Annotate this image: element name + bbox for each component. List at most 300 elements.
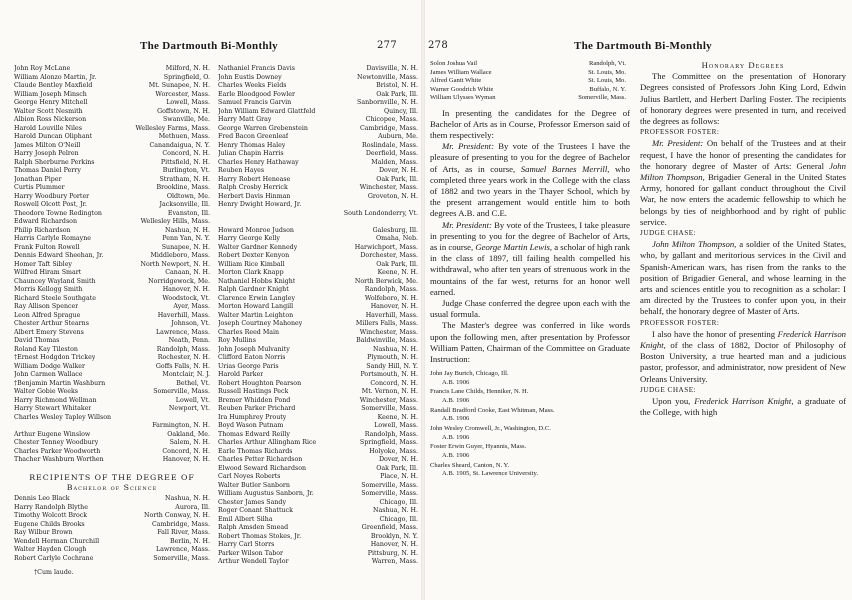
list-item-place: Mt. Sunapee, N. H. [148,82,210,89]
list-item-name: Harry Stewart Whitaker [14,405,92,412]
masters-list [430,370,630,478]
masters-name: Francis Lane Childs, Henniker, N. H. [430,388,529,396]
list-item [218,363,418,372]
para-thompson-present [640,138,846,228]
list-item [218,252,418,261]
list-item-name: Curtis Plummer [14,184,65,191]
list-item [14,235,210,244]
spacer [14,465,210,474]
list-item-name: Walter Butler Sanborn [218,481,290,489]
list-item-place: Canandaigua, N. Y. [149,141,210,149]
list-item [218,320,418,329]
list-item-name: Ralph Gardner Knight [218,286,289,293]
list-item-place: Winchester, Mass. [359,396,418,404]
list-item [218,388,418,397]
list-item-place: Montclair, N. J. [162,371,210,378]
list-item-name: Charles Petter Richardson [218,456,303,463]
list-item [218,108,418,117]
list-item-place: Wellesley Hills, Mass. [140,218,210,225]
list-item [430,60,626,69]
list-item [14,439,210,448]
list-item-name: Morton Howard Langill [218,303,294,310]
list-item-name: Harry Matt Gray [218,116,272,123]
hon4-b: , a graduate of the College, with high [640,396,846,418]
para-knight-confer [640,396,846,418]
list-item-place: Newport, Vt. [168,405,210,412]
list-item-place: Groveton, N. H. [367,192,418,200]
list-item-name: John Joseph Mulvanity [218,345,290,353]
list-item [218,329,418,338]
list-item-name: James William Wallace [430,68,492,76]
list-item-name: Clifford Eaton Norris [218,354,286,361]
list-item [14,286,210,295]
list-item-place: Buffalo, N. Y. [589,85,626,93]
list-item-place: Rochester, N. H. [157,354,210,361]
para-knight-present [640,329,846,385]
list-item-name: Wendell Herman Churchill [14,537,100,545]
list-item-name: John Carmen Wallace [14,371,83,378]
list-item-name: Reuben Parker Prichard [218,405,296,412]
list-item [14,422,210,431]
list-item [430,94,626,103]
list-item-place: Quincy, Ill. [383,107,418,115]
list-item-place: Cambridge, Mass. [151,520,210,528]
list-item-place: Nashua, N. H. [165,226,210,234]
list-item-name: Ralph Sherburne Perkins [14,158,95,166]
list-item-place: Lowell, Mass. [374,422,418,429]
list-item [218,303,418,312]
list-item-place: Nashua, N. H. [373,507,418,514]
list-item-place: Cambridge, Mass. [359,124,418,132]
list-item-place: Sandy Hill, N. Y. [366,362,418,370]
list-item-name: Ira Humphrey Prouty [218,413,287,421]
list-item-place: Harwichport, Mass. [354,243,418,251]
list-item [218,82,418,91]
list-item [14,397,210,406]
list-item-place: Pittsburg, N. H. [367,549,418,557]
list-item [14,150,210,159]
list-item-place: Place, N. H. [380,473,418,480]
list-item-place: Warren, Mass. [371,558,418,565]
list-item-name: Herbert Davis Hinman [218,192,291,200]
list-item [218,541,418,550]
list-item-place: Dorchester, Mass. [360,252,418,259]
list-item-place: Omaha, Neb. [376,235,418,242]
list-item-place: Pittsfield, N. H. [160,158,210,166]
list-item [14,337,210,346]
list-item [218,269,418,278]
list-item-name: Chauncey Wayland Smith [14,277,96,285]
list-item-name: Harry George Kelly [218,235,280,242]
list-item-name: Walter Scott Nesmith [14,107,83,115]
list-item [218,448,418,457]
list-item [218,346,418,355]
list-item-place: Hanover, N. H. [162,456,210,463]
list-item-place: Concord, N. H. [370,379,418,387]
list-item-name: Morris Kellogg Smith [14,286,83,293]
list-item-name: William Ulysses Wyman [430,94,496,101]
list-item [14,269,210,278]
list-item-place: Oak Park, Ill. [376,90,418,98]
list-item-name: Chester Arthur Stearns [14,320,89,327]
right-column-1 [430,60,630,480]
list-item [218,99,418,108]
list-item [14,244,210,253]
graduate-list-continued [430,60,626,103]
list-item-place: Burlington, Vt. [162,167,210,174]
list-item-name: Thacher Washburn Worthen [14,456,104,463]
left-column-1 [14,65,210,578]
list-item-name: Walter Gobie Weeks [14,388,79,395]
list-item [218,184,418,193]
list-item-name: Urias George Paris [218,362,279,370]
list-item [218,439,418,448]
masters-prior-degree: A.B. 1906 [442,396,470,404]
list-item-name: Harry Carl Storrs [218,541,275,548]
list-item [218,142,418,151]
masters-name: Charles Sheard, Canton, N. Y. [430,461,510,469]
list-item [218,490,418,499]
list-item-name: Albert Emery Stevens [14,328,84,336]
list-item-name: Nathaniel Hobbs Knight [218,277,296,285]
list-item [14,184,210,193]
list-item-name: Thomas Edward Reilly [218,430,290,438]
list-item [218,244,418,253]
list-item [430,86,626,95]
list-item-name: †Ernest Hodgdon Trickey [14,354,96,361]
list-item [218,533,418,542]
list-item-place: Chicopee, Mass. [365,116,418,123]
list-item [218,380,418,389]
list-item [218,405,418,414]
list-item-name: Wilfred Hiram Smart [14,269,82,276]
list-item-name: Chester James Sandy [218,498,287,506]
list-item-place: Somerville, Mass. [153,554,210,562]
list-item-continuation [218,210,418,219]
list-item [218,473,418,482]
list-item-name: Parker Wilson Tabor [218,549,284,557]
masters-name: Foster Erwin Guyer, Hyannis, Mass. [430,443,527,451]
list-item-name: Samuel Francis Garvin [218,99,292,106]
list-item-name: Philip Richardson [14,226,71,234]
list-item-name: William Rice Kimball [218,260,285,268]
left-running-head [140,40,278,52]
list-item-name: Russell Hastings Peck [218,388,289,395]
list-item-place: North Newport, N. H. [140,260,210,268]
list-item [14,218,210,227]
list-item [14,555,210,564]
list-item-name: †Benjamin Martin Washburn [14,379,106,387]
right-header-title: The Dartmouth Bi-Monthly [574,40,712,52]
para-candidates: In presenting the candidates for the Degree of Bachelor of Arts as in Course, Professor Emerson said of them respectively: [430,107,630,140]
list-item-name: Arthur Eugene Winslow [14,430,91,438]
list-item-name: Howard Monroe Judson [218,226,294,234]
list-item-name: Warner Goodrich White [430,85,494,93]
masters-prior-degree: A.B. 1906 [442,415,470,423]
list-item [218,414,418,423]
masters-entry [430,370,630,387]
list-item-place: Milford, N. H. [165,65,210,72]
list-item-name: William Dodge Walker [14,362,86,370]
list-item-place: Randolph, Mass. [364,286,418,293]
list-item-place: Wellesley Farms, Mass. [135,124,210,132]
list-item-name: Chester Tenney Woodbury [14,439,99,446]
list-item-place: Hanover, N. H. [162,286,210,293]
list-item-name: Earle Thomas Richards [218,447,293,455]
list-item-name: John Eustis Downey [218,73,282,81]
list-item [14,252,210,261]
list-item-name: Fred Bacon Greenleaf [218,133,289,140]
para-merrill-b: , who completed three years work in the College with the class of 1882 and two years in the Thayer School, which by the present arrangement would entitle him to both degrees A.B. and C.E. [430,163,630,219]
list-item [218,371,418,380]
list-item [218,397,418,406]
list-item-name: Theodore Towne Redington [14,209,102,217]
list-item-name: Thomas Daniel Perry [14,167,81,174]
list-item-place: Chicago, Ill. [379,515,418,523]
list-item-place: Winchester, Mass. [359,184,418,191]
list-item [14,512,210,521]
list-item-name: Charles Reed Main [218,328,280,336]
knight-name-2: Frederick Harrison Knight [694,396,792,407]
left-column-2 [218,65,418,567]
professor-foster-label: PROFESSOR FOSTER: [640,128,720,137]
left-page [0,0,420,600]
list-item-place: Evanston, Ill. [167,209,210,217]
list-item-place: Keene, N. H. [377,269,418,276]
list-item [14,363,210,372]
list-item-name: William Alonzo Martin, Jr. [14,73,97,81]
list-item-name: Charles Henry Hathaway [218,158,299,166]
list-item-name: Clarence Erwin Langley [218,294,296,302]
list-item-place: Chicago, Ill. [379,498,418,506]
list-item [218,227,418,236]
list-item [14,405,210,414]
list-item-place: Jacksonville, Ill. [159,201,210,208]
list-item [14,380,210,389]
list-item [218,116,418,125]
list-item [14,521,210,530]
list-item-place: North Conway, N. H. [143,512,210,519]
list-item [218,422,418,431]
list-item-name: James Milton O'Neill [14,141,81,149]
list-item-place: Goffs Falls, N. H. [155,362,210,370]
list-item [218,550,418,559]
list-item-name: Reuben Hayes [218,167,265,174]
list-item-place: Dover, N. H. [378,456,418,463]
list-item-name: Henry Thomas Haley [218,141,286,149]
list-item [218,167,418,176]
masters-name: Randall Bradford Cooke, East Whitman, Mass. [430,406,555,414]
list-item-name: Morton Clark Knapp [218,269,284,276]
list-item-name: Harold Duncan Oliphant [14,133,93,140]
list-item-name: Ray Wilbur Brown [14,529,73,536]
list-item [14,504,210,513]
list-item-place: Lawrence, Mass. [155,546,210,553]
list-item-name: Harry Joseph Pelren [14,150,79,157]
mr-president-label: Mr. President: [442,141,494,152]
honorary-degrees-heading: Honorary Degrees [701,60,785,70]
list-item [14,125,210,134]
list-item [218,235,418,244]
bs-heading-line1: RECIPIENTS OF THE DEGREE OF [29,473,195,482]
list-item [218,125,418,134]
list-item-name: Walter Gardner Kennedy [218,243,298,251]
list-item [218,295,418,304]
list-item-place: Lowell, Mass. [166,99,210,106]
list-item [218,261,418,270]
list-item [14,210,210,219]
masters-entry [430,425,630,442]
list-item [218,278,418,287]
list-item-place: Johnson, Vt. [171,320,210,327]
hon1-b: , Brigadier General in the United States Army, honored for gallant conduct throughout the Civil War, he now enters the academic fellowship to which he belongs by ties of neighborhood and by right of public service. [640,172,846,227]
para-merrill [430,141,630,219]
right-page-number: 278 [428,40,448,51]
list-item-name: Jonathan Piper [14,175,62,183]
list-item-place: Greenfield, Mass. [361,524,418,531]
list-item-name: Harry Robert Henease [218,175,291,183]
list-item [14,295,210,304]
list-item [218,312,418,321]
list-item [14,193,210,202]
list-item-place: Portsmouth, N. H. [360,371,418,378]
masters-entry [430,388,630,405]
masters-name: John Jay Burtch, Chicago, Ill. [430,370,509,378]
list-item-name: Boyd Wason Putnam [218,422,284,429]
list-item-place: Dover, N. H. [378,167,418,174]
masters-prior-degree: A.B. 1906 [442,433,470,441]
list-item [14,495,210,504]
list-item-place: Haverhill, Mass. [157,311,210,319]
list-item-name: Albion Ross Nickerson [14,116,87,123]
list-item-place: Auburn, Me. [378,133,418,140]
list-item [218,482,418,491]
list-item [218,286,418,295]
list-item-place: Bethel, Vt. [176,379,210,387]
list-item-place: Holyoke, Mass. [369,447,418,455]
lewis-name: George Martin Lewis [475,241,550,252]
list-item-name: Robert Dexter Kenyon [218,252,290,259]
list-item-place: Aurora, Ill. [175,503,210,511]
list-item-name: Walter Martin Leighton [218,311,294,319]
list-item-name: Robert Thomas Stokes, Jr. [218,532,302,540]
list-item [14,142,210,151]
list-item [14,371,210,380]
list-item [14,431,210,440]
list-item [218,159,418,168]
list-item-place: Oakland, Me. [167,430,210,438]
list-item-place: Malden, Mass. [371,158,418,166]
list-item-name: Claude Bentley Maxfield [14,82,93,89]
list-item-name: Edward Richardson [14,218,78,225]
list-item [14,448,210,457]
list-item-name: Timothy Wolcott Brock [14,512,88,519]
list-item [218,65,418,74]
list-item [14,91,210,100]
list-item-name: Nathaniel Francis Davis [218,65,295,72]
list-item [14,414,210,423]
list-item-place: Baldwinville, Mass. [356,337,418,344]
list-item-place: Goffstown, N. H. [157,107,210,115]
list-item [430,69,626,78]
list-item-place: Oak Park, Ill. [376,464,418,472]
list-item-place: Somerville, Mass. [578,94,626,101]
thompson-name: John Milton Thompson [640,160,846,183]
list-item-name: Harry Richmond Wellman [14,396,97,404]
list-item-name: Charles Arthur Allingham Rice [218,439,317,446]
list-item-name: Robert Houghton Pearson [218,379,302,387]
list-item-place: Newtonville, Mass. [357,73,418,81]
list-item [218,150,418,159]
list-item [218,465,418,474]
list-item-name: David Thomas [14,337,60,344]
list-item-name: Leon Alfred Sprague [14,311,81,319]
masters-prior-degree: A.B. 1906 [442,378,470,386]
mr-president-label-2: Mr. President: [442,219,492,230]
knight-name: Frederick Harrison Knight [640,328,847,351]
list-item [14,176,210,185]
list-item [218,91,418,100]
list-item [218,193,418,202]
list-item [218,176,418,185]
list-item-place: Oak Park, Ill. [376,260,418,268]
list-item-name: Arthur Wendell Taylor [218,558,289,565]
list-item-place: Keene, N. H. [377,413,418,421]
list-item-place: Roslindale, Mass. [361,141,418,149]
list-item-place: Woodstock, Vt. [162,294,210,302]
list-item-place: Neath, Penn. [168,337,210,344]
list-item-place: Farmington, N. H. [152,422,210,429]
list-item-place: Lawrence, Mass. [155,328,210,336]
list-item [218,133,418,142]
list-item [430,77,626,86]
right-running-head [574,40,712,52]
right-page [426,0,852,600]
list-item [14,108,210,117]
list-item [14,303,210,312]
list-item-place: Salem, N. H. [169,439,210,446]
list-item-name: Robert Carlyle Cochrane [14,554,94,562]
list-item-place: South Londonderry, Vt. [343,209,418,217]
thompson-name-2: John Milton Thompson [652,239,735,250]
list-item-place: Hanover, N. H. [370,303,418,310]
list-item-name: George Warren Grebenstein [218,124,308,132]
list-item-name: Harold Louville Niles [14,124,82,132]
list-item-name: Joseph Courtney Mahoney [218,320,303,327]
masters-entry [430,407,630,424]
list-item-place: Sanbornville, N. H. [357,99,418,106]
list-item [218,337,418,346]
list-item-name: Charles Weeks Fields [218,82,287,89]
list-item-place: Oak Park, Ill. [376,175,418,183]
masters-prior-degree: A.B. 1905, St. Lawrence University. [442,470,539,478]
masters-name: John Wesley Cromwell, Jr., Washington, D.C. [430,425,551,433]
list-item [14,388,210,397]
merrill-name: Samuel Barnes Merrill [520,163,608,174]
spacer [218,218,418,227]
list-item-place: Sunapee, N. H. [161,243,210,251]
list-item-place: Mt. Vernon, N. H. [361,388,418,395]
judge-chase-label-2: JUDGE CHASE: [640,385,697,394]
list-item [14,529,210,538]
para-judge-chase: Judge Chase conferred the degree upon each with the usual formula. [430,297,630,320]
list-item [14,99,210,108]
list-item [14,167,210,176]
list-item [14,354,210,363]
list-item-name: Ralph Amsden Smead [218,524,289,531]
list-item-place: Somerville, Mass. [361,405,418,412]
list-item-place: Swanville, Me. [162,116,210,123]
